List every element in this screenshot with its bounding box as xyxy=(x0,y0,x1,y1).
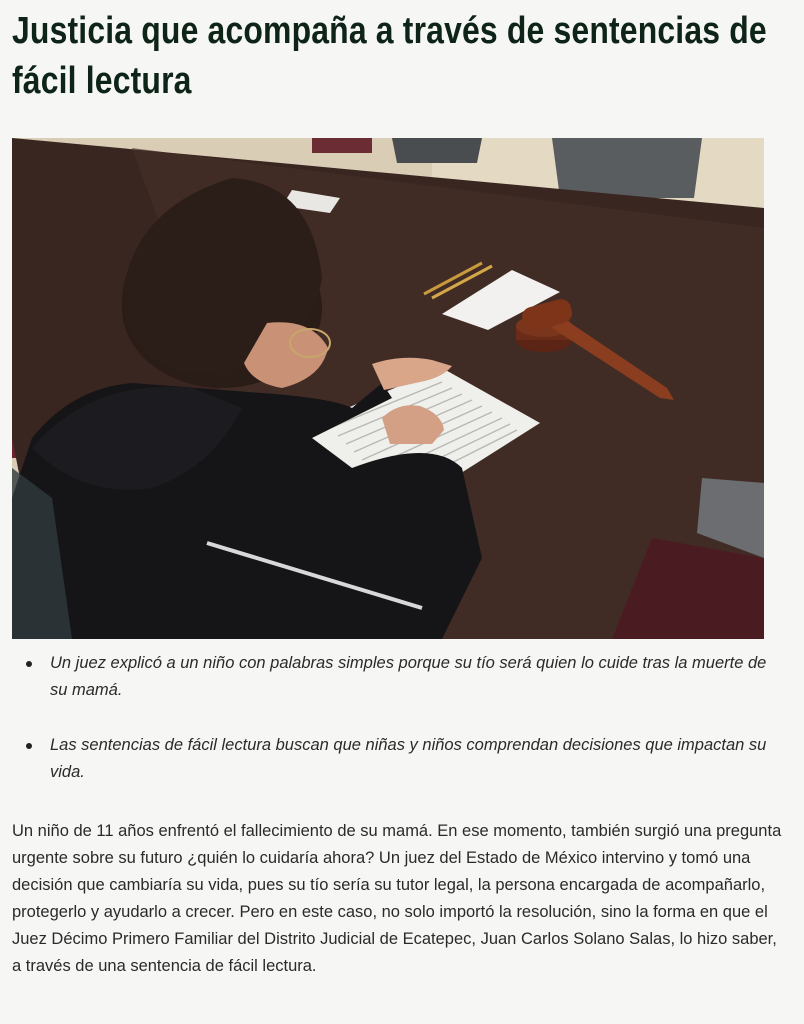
summary-bullets xyxy=(12,650,782,786)
article-body-paragraph: Un niño de 11 años enfrentó el fallecimiento de su mamá. En ese momento, también surgió una pregunta urgente sobre su futuro ¿quién lo cuidaría ahora? Un juez del Estado de México intervino y tomó una decisión que cambiaría su vida, pues su tío sería su tutor legal, la persona encargada de acompañarlo, protegerlo y ayudarlo a crecer. Pero en este caso, no solo importó la resolución, sino la forma en que el Juez Décimo Primero Familiar del Distrito Judicial de Ecatepec, Juan Carlos Solano Salas, lo hizo saber, a través de una sentencia de fácil lectura. xyxy=(12,822,782,975)
summary-bullet: Las sentencias de fácil lectura buscan que niñas y niños comprendan decisiones que impactan su vida. xyxy=(12,732,782,786)
article-photo xyxy=(12,138,764,639)
article-title: Justicia que acompaña a través de sentencias de fácil lectura xyxy=(12,10,767,102)
summary-bullet: Un juez explicó a un niño con palabras simples porque su tío será quien lo cuide tras la muerte de su mamá. xyxy=(12,650,782,704)
